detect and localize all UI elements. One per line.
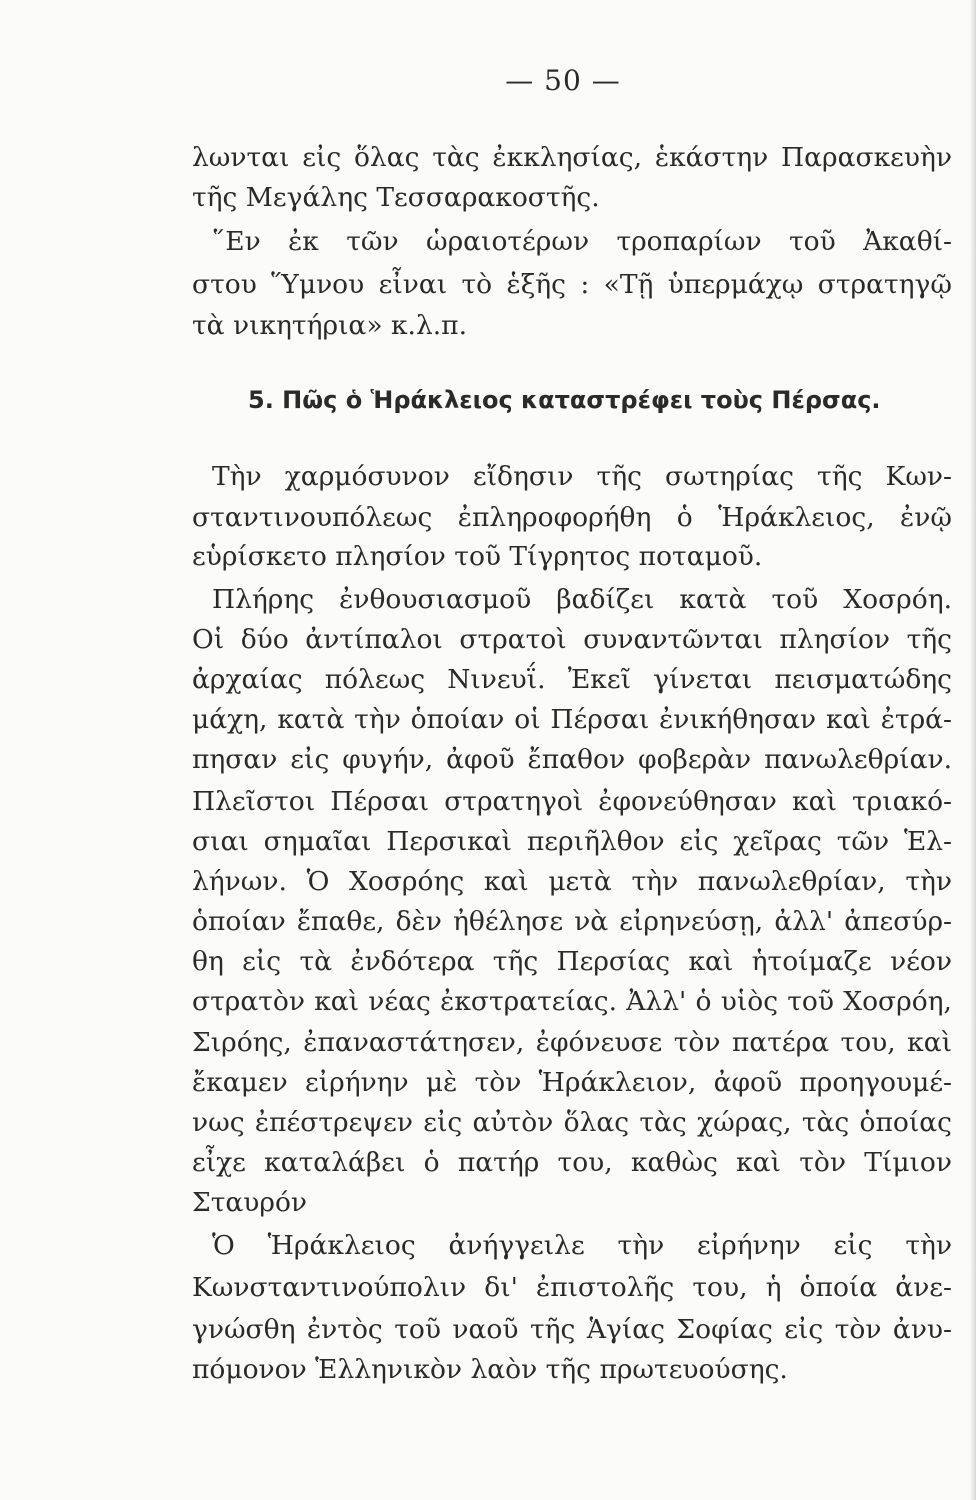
- text-line: τὰ νικητήρια» κ.λ.π.: [192, 310, 468, 341]
- page-number: — 50 —: [505, 64, 621, 97]
- text-line: εἶχε καταλάβει ὁ πατήρ του, καθὼς καὶ τὸν Τίμιον: [192, 1147, 952, 1178]
- text-line: Πλήρης ἐνθουσιασμοῦ βαδίζει κατὰ τοῦ Χοσρόη.: [212, 584, 952, 615]
- section-heading: 5. Πῶς ὁ Ἡράκλειος καταστρέφει τοὺς Πέρσας.: [248, 386, 881, 414]
- text-line: στρατὸν καὶ νέας ἐκστρατείας. Ἀλλ' ὁ υἱὸς τοῦ Χοσρόη,: [192, 986, 952, 1017]
- text-line: μάχη, κατὰ τὴν ὁποίαν οἱ Πέρσαι ἐνικήθησαν καὶ ἐτρά-: [192, 704, 952, 735]
- text-line: λωνται εἰς ὅλας τὰς ἐκκλησίας, ἑκάστην Παρασκευὴν: [192, 142, 952, 173]
- text-line: πησαν εἰς φυγήν, ἀφοῦ ἔπαθον φοβερὰν πανωλεθρίαν.: [192, 744, 952, 775]
- text-line: Κωνσταντινούπολιν δι' ἐπιστολῆς του, ἡ ὁποία ἀνε-: [192, 1272, 952, 1303]
- text-line: Τὴν χαρμόσυνον εἴδησιν τῆς σωτηρίας τῆς Κων-: [212, 461, 952, 492]
- text-line: ἀρχαίας πόλεως Νινευΐ. Ἐκεῖ γίνεται πεισματώδης: [192, 664, 952, 695]
- text-line: Οἱ δύο ἀντίπαλοι στρατοὶ συναντῶνται πλησίον τῆς: [192, 624, 952, 655]
- text-line: Σιρόης, ἐπαναστάτησεν, ἐφόνευσε τὸν πατέρα του, καὶ: [192, 1027, 952, 1058]
- text-line: νως ἐπέστρεψεν εἰς αὐτὸν ὅλας τὰς χώρας, τὰς ὁποίας: [192, 1107, 952, 1138]
- text-line: ῞Εν ἐκ τῶν ὡραιοτέρων τροπαρίων τοῦ Ἀκαθί-: [212, 226, 952, 257]
- text-line: σιαι σημαῖαι Περσικαὶ περιῆλθον εἰς χεῖρας τῶν Ἑλ-: [192, 826, 952, 857]
- text-line: σταντινουπόλεως ἐπληροφορήθη ὁ Ἡράκλειος, ἐνῷ: [192, 502, 952, 533]
- text-line: πόμονον Ἑλληνικὸν λαὸν τῆς πρωτευούσης.: [192, 1354, 788, 1385]
- text-line: θη εἰς τὰ ἐνδότερα τῆς Περσίας καὶ ἡτοίμαζε νέον: [192, 946, 952, 977]
- text-line: τῆς Μεγάλης Τεσσαρακοστῆς.: [192, 182, 600, 213]
- text-line: εὑρίσκετο πλησίον τοῦ Τίγρητος ποταμοῦ.: [192, 541, 763, 572]
- text-line: Πλεῖστοι Πέρσαι στρατηγοὶ ἐφονεύθησαν καὶ τριακό-: [192, 786, 952, 817]
- page-edge-shadow: [970, 0, 976, 1500]
- text-line: Ὁ Ἡράκλειος ἀνήγγειλε τὴν εἰρήνην εἰς τὴν: [212, 1230, 952, 1261]
- text-line: λήνων. Ὁ Χοσρόης καὶ μετὰ τὴν πανωλεθρίαν, τὴν: [192, 866, 952, 897]
- text-line: γνώσθη ἐντὸς τοῦ ναοῦ τῆς Ἁγίας Σοφίας εἰς τὸν ἀνυ-: [192, 1314, 952, 1345]
- text-line: ἔκαμεν εἰρήνην μὲ τὸν Ἡράκλειον, ἀφοῦ προηγουμέ-: [192, 1067, 952, 1098]
- text-line: ὁποίαν ἔπαθε, δὲν ἠθέλησε νὰ εἰρηνεύσῃ, ἀλλ' ἀπεσύρ-: [192, 906, 952, 937]
- text-line: στου Ὕμνου εἶναι τὸ ἑξῆς : «Τῇ ὑπερμάχῳ στρατηγῷ: [192, 269, 952, 300]
- text-line: Σταυρόν: [192, 1187, 308, 1218]
